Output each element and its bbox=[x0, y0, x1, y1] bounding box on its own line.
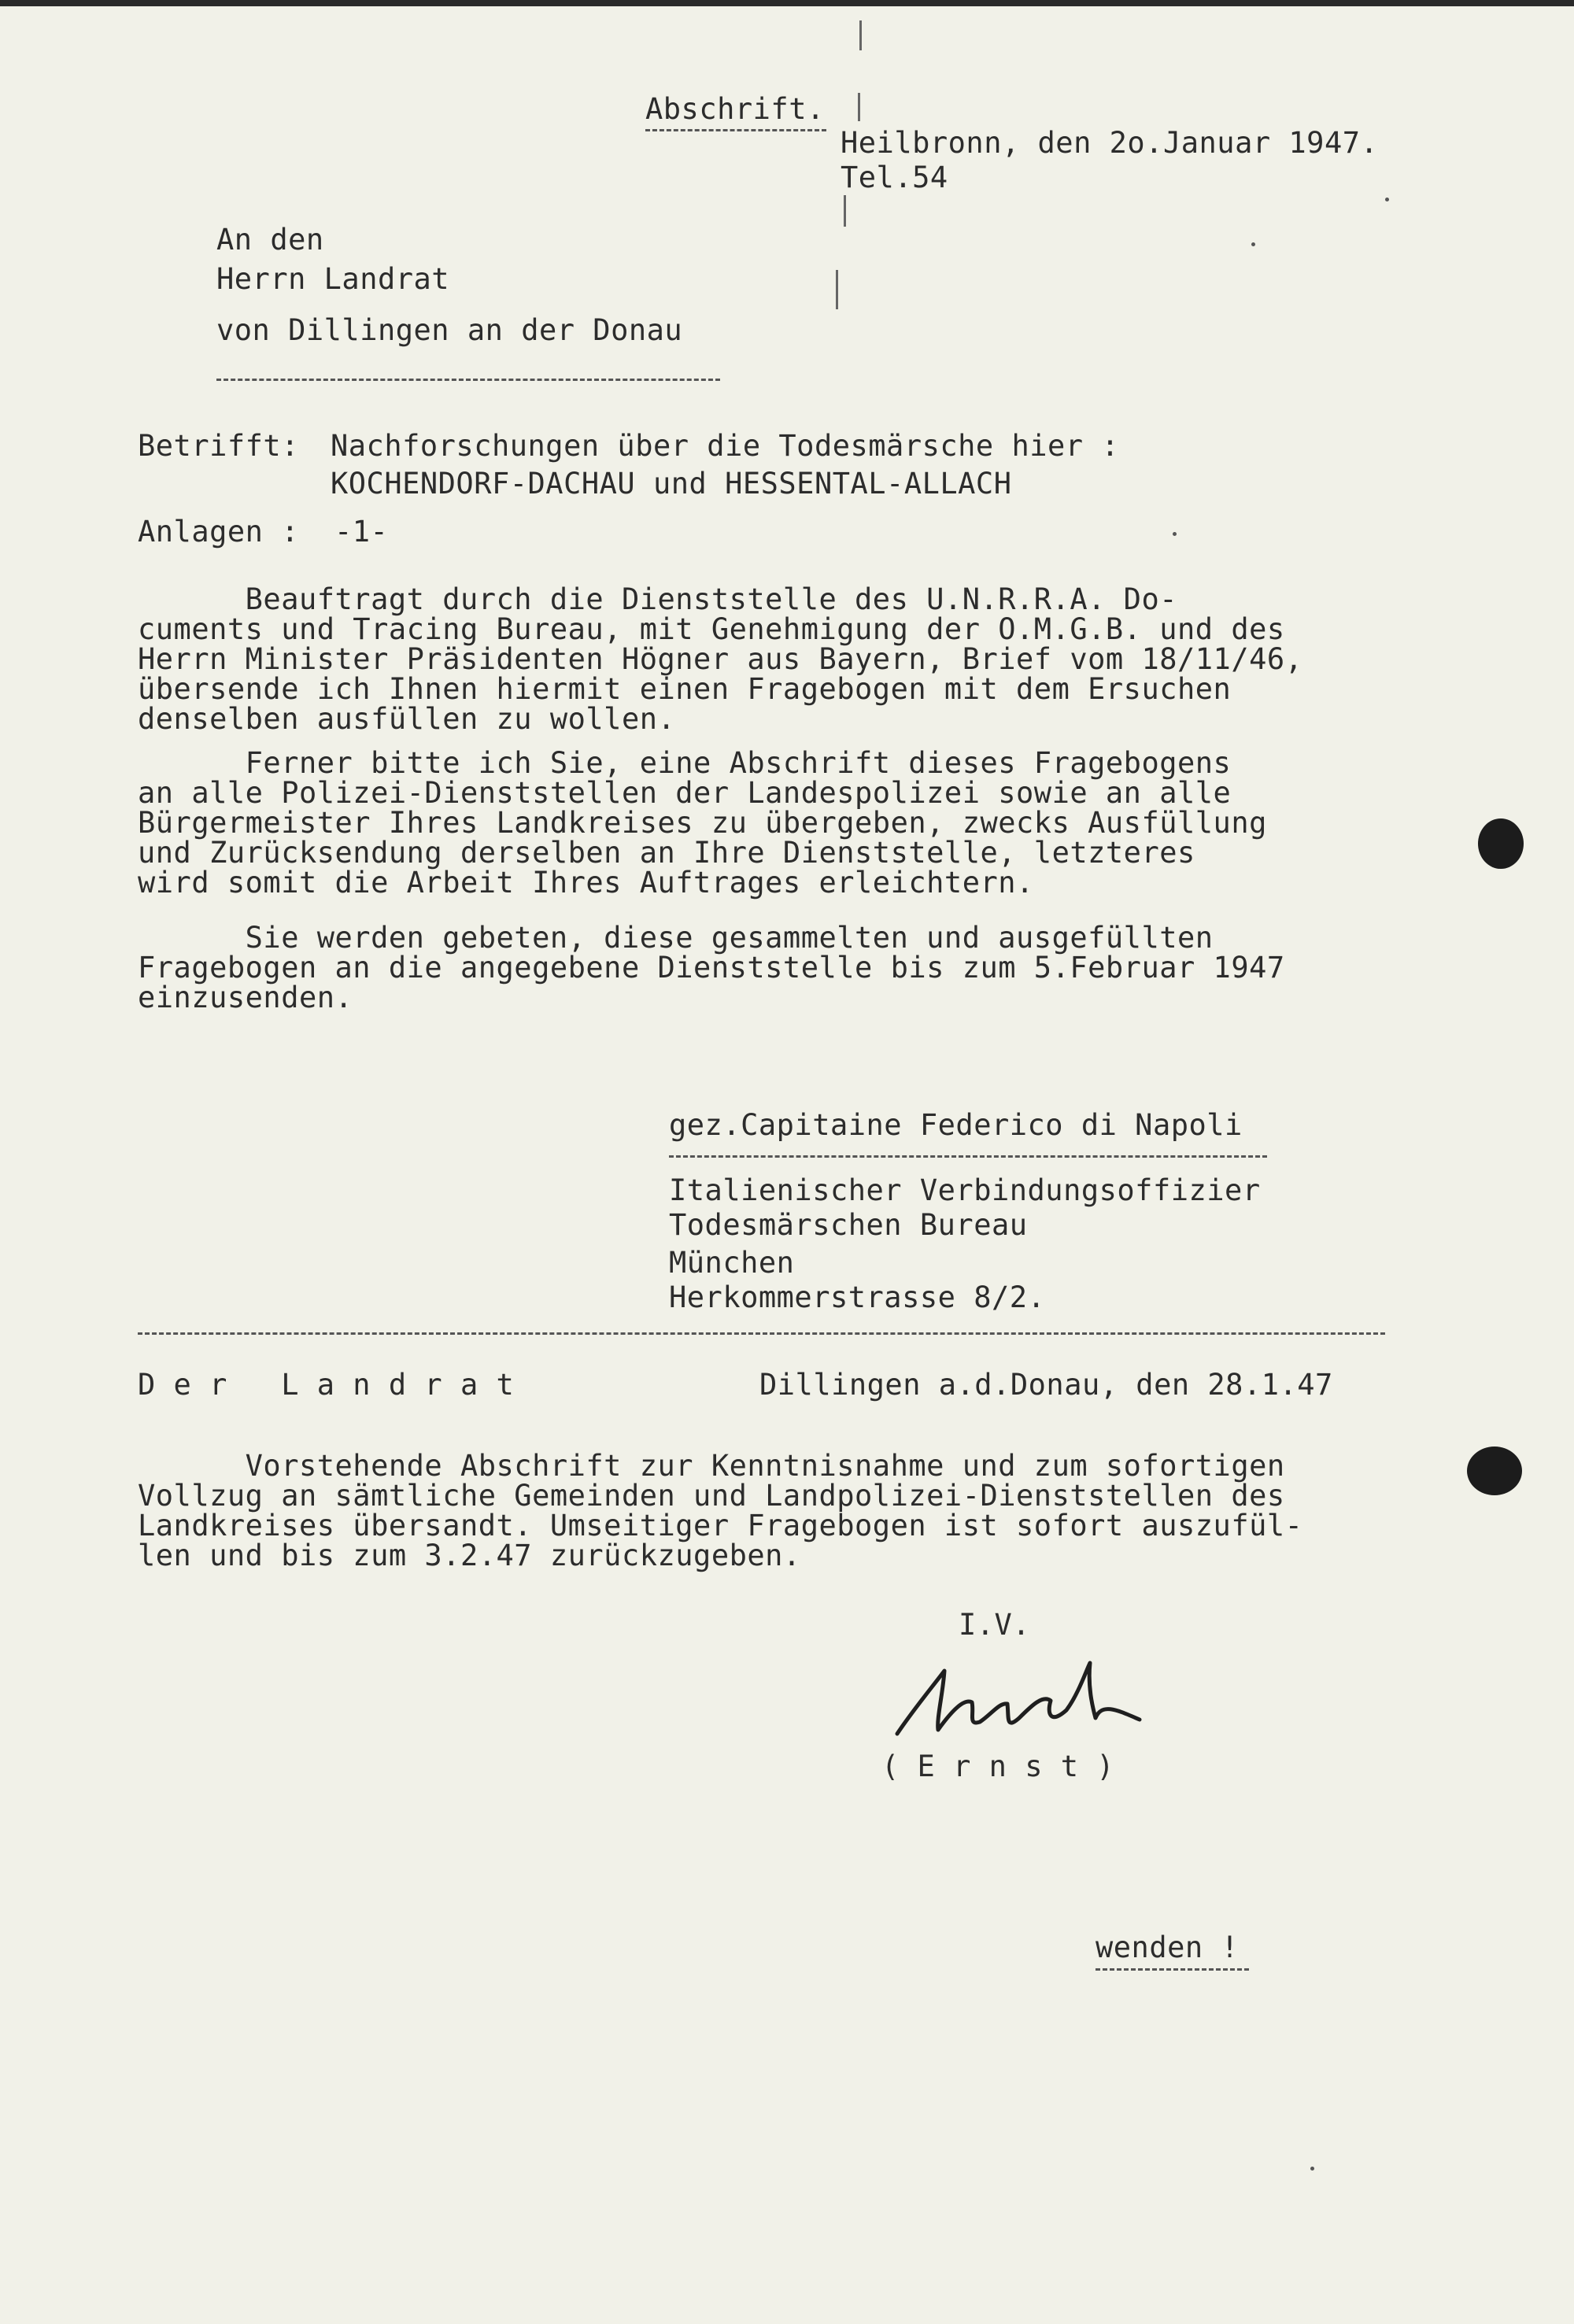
recipient-line-2: Herrn Landrat bbox=[216, 262, 450, 296]
body-line: denselben ausfüllen zu wollen. bbox=[138, 702, 676, 736]
forwarding-line: Vollzug an sämtliche Gemeinden und Landpolizei-Dienststellen des bbox=[138, 1479, 1285, 1513]
forwarding-authority: D e r L a n d r a t bbox=[138, 1368, 515, 1402]
forwarding-line: Vorstehende Abschrift zur Kenntnisnahme und zum sofortigen bbox=[138, 1449, 1285, 1483]
sender-signed: gez.Capitaine Federico di Napoli bbox=[669, 1108, 1243, 1142]
copy-label: Abschrift. bbox=[645, 92, 825, 126]
body-line: Fragebogen an die angegebene Dienststelle bis zum 5.Februar 1947 bbox=[138, 951, 1285, 985]
paper-speck bbox=[1173, 532, 1177, 536]
sender-street: Herkommerstrasse 8/2. bbox=[669, 1280, 1046, 1314]
handwritten-signature bbox=[889, 1655, 1149, 1757]
body-line: übersende ich Ihnen hiermit einen Fragebogen mit dem Ersuchen bbox=[138, 672, 1232, 706]
body-line: wird somit die Arbeit Ihres Auftrages erleichtern. bbox=[138, 866, 1034, 900]
body-line: Sie werden gebeten, diese gesammelten und ausgefüllten bbox=[138, 921, 1214, 955]
paper-speck bbox=[1251, 242, 1255, 246]
margin-mark bbox=[858, 93, 860, 121]
body-line: Herrn Minister Präsidenten Högner aus Bayern, Brief vom 18/11/46, bbox=[138, 642, 1303, 676]
attachments-value: -1- bbox=[334, 515, 389, 549]
recipient-line-3: von Dillingen an der Donau bbox=[216, 313, 683, 347]
sender-office: Todesmärschen Bureau bbox=[669, 1208, 1028, 1242]
forwarding-line: len und bis zum 3.2.47 zurückzugeben. bbox=[138, 1539, 801, 1572]
subject-line-1: Nachforschungen über die Todesmärsche hier : bbox=[331, 429, 1120, 463]
sender-title: Italienischer Verbindungsoffizier bbox=[669, 1173, 1261, 1207]
ink-blot bbox=[1478, 818, 1524, 869]
body-line: Beauftragt durch die Dienststelle des U.N.R.R.A. Do- bbox=[138, 582, 1178, 616]
recipient-line-1: An den bbox=[216, 223, 324, 257]
sender-city: München bbox=[669, 1246, 795, 1280]
forwarding-place-date: Dillingen a.d.Donau, den 28.1.47 bbox=[759, 1368, 1333, 1402]
body-line: und Zurücksendung derselben an Ihre Dienststelle, letzteres bbox=[138, 836, 1195, 870]
forwarding-line: Landkreises übersandt. Umseitiger Fragebogen ist sofort auszufül- bbox=[138, 1509, 1303, 1543]
recipient-underline bbox=[216, 379, 720, 381]
body-line: an alle Polizei-Dienststellen der Landespolizei sowie an alle bbox=[138, 776, 1232, 810]
body-line: einzusenden. bbox=[138, 981, 353, 1014]
subject-line-2: KOCHENDORF-DACHAU und HESSENTAL-ALLACH bbox=[331, 467, 1012, 501]
ink-blot bbox=[1467, 1446, 1522, 1495]
signature-name: ( E r n s t ) bbox=[881, 1749, 1115, 1783]
header-place-date: Heilbronn, den 2o.Januar 1947. bbox=[841, 126, 1379, 160]
margin-mark bbox=[859, 20, 862, 50]
body-line: Bürgermeister Ihres Landkreises zu übergeben, zwecks Ausfüllung bbox=[138, 806, 1267, 840]
subject-label: Betrifft: bbox=[138, 429, 299, 463]
margin-mark bbox=[836, 270, 838, 309]
section-separator bbox=[138, 1332, 1385, 1335]
deputy-label: I.V. bbox=[959, 1608, 1031, 1642]
body-line: Ferner bitte ich Sie, eine Abschrift dieses Fragebogens bbox=[138, 746, 1232, 780]
paper-speck bbox=[1310, 2167, 1314, 2171]
copy-label-underline bbox=[645, 129, 826, 131]
margin-mark bbox=[844, 195, 846, 227]
header-phone: Tel.54 bbox=[841, 161, 948, 194]
turn-over-note: wenden ! bbox=[1096, 1931, 1240, 1964]
attachments-label: Anlagen : bbox=[138, 515, 299, 549]
sender-underline bbox=[669, 1155, 1267, 1158]
paper-speck bbox=[1385, 198, 1389, 201]
body-line: cuments und Tracing Bureau, mit Genehmigung der O.M.G.B. und des bbox=[138, 612, 1285, 646]
turn-over-underline bbox=[1096, 1968, 1249, 1971]
